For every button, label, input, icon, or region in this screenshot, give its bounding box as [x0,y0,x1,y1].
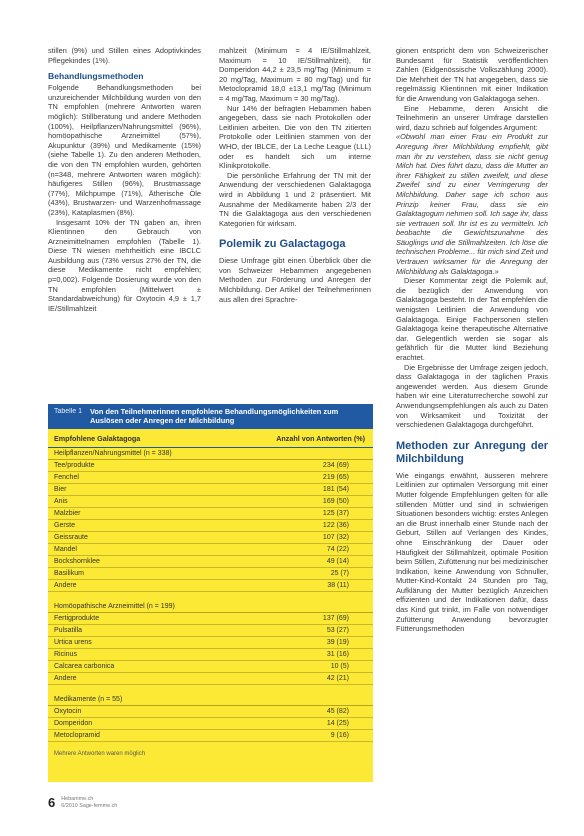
footer-line: Hebamme.ch [61,796,94,802]
table-row [48,661,373,673]
table-row [48,625,373,637]
table-1-box [48,404,373,782]
row-label: Ricinus [54,651,77,658]
row-label: Bockshornklee [54,558,100,565]
row-label: Fertigprodukte [54,615,100,622]
row-label: Pulsatilla [54,627,83,634]
table-group-header: Homöopathische Arzneimittel (n = 199) [48,601,373,613]
row-value: 169 (50) [322,498,349,505]
row-label: Urtica urens [54,639,92,646]
row-value: 49 (14) [326,558,349,565]
row-value: 42 (21) [326,675,349,682]
table-footnote: Mehrere Antworten waren möglich [54,751,146,757]
row-label: Anis [54,498,68,505]
row-value: 31 (16) [326,651,349,658]
footer-meta [61,796,117,810]
paragraph: gionen entspricht dem von Schweizerischer Bundesamt für Statistik veröffentlichten Zahlen (Eidgenössische Volkszählung 2000). Die Mehrheit der TN hat angegeben, dass sie regelmässig Klientinnen mit einer Indikation für die Anwendung von Galaktagoga sehen. [396,46,548,103]
table-row [48,730,373,742]
row-label: Metoclopramid [54,732,100,739]
table-title: Von den Teilnehmerinnen empfohlene Behandlungsmöglichkeiten zum Auslösen oder Anregen der Milchbildung [90,407,339,425]
row-value: 137 (69) [322,615,349,622]
paragraph: Eine Hebamme, deren Ansicht die Teilnehmerin an unserer Umfrage darstellen wird, dazu schrieb auf folgendes Argument: [396,103,548,132]
section-heading-polemik: Polemik zu Galactagoga [219,238,346,251]
paragraph: Nur 14% der befragten Hebammen haben angegeben, dass sie nach Protokollen oder Leitlinien arbeiten. Die von den TN zitierten Protokolle oder Leitlinien stammen von der WHO, der IBLCE, der La Leche League (LLL) oder es handelt sich um interne Klinikprotokolle. [219,103,371,171]
table-row [48,544,373,556]
row-label: Domperidon [54,720,93,727]
row-label: Fenchel [54,474,79,481]
row-value: 181 (54) [322,486,349,493]
table-group-header: Medikamente (n = 55) [48,694,373,706]
row-value: 122 (36) [322,522,349,529]
row-value: 74 (22) [326,546,349,553]
row-label: Geissraute [54,534,88,541]
row-label: Andere [54,582,77,589]
paragraph: Insgesamt 10% der TN gaben an, ihren Klientinnen den Gebrauch von Arzneimittelnamen empfohlen (Tabelle 1). Diese TN wiesen mehrheitlich eine IBCLC Ausbildung aus (73% versus 27% der TN, die diese Medikamente nicht empfehlen; p=0,002). Folgende Dosierung wurde von den TN empfohlen (Mittelwert ± Standardabweichung) für Oxytocin 4,9 ± 1,7 IE/Stillmahlzeit [48,217,201,313]
paragraph: Wie eingangs erwähnt, äusseren mehrere Leitlinien zur optimalen Versorgung mit einer Mutter folgende Empfehlungen gelten für alle stillenden Mütter und sind in schwierigen Situationen besonders wichtig: erstes Anlegen an die Brust innerhalb einer Stunde nach der Geburt, Stillen auf Verlangen des Kindes, ohne Einschränkung der Dauer oder Häufigkeit der Stillmahlzeit, optimale Position beim Stillen, Zufütterung nur bei medizinischer Indikation, keine Anwendung von Schnuller, Mutter-Kind-Kontakt 24 Stunden pro Tag, Aufklärung der Mutter bezüglich Anzeichen effizienten und der Indikationen dafür, dass das Kind gut trinkt, im Falle von notwendiger Zufütterung Anwendung bevorzugter Fütterungsmethoden [396,470,548,634]
table-row [48,460,373,472]
table-row [48,718,373,730]
paragraph: mahlzeit (Minimum = 4 IE/Stillmahlzeit, Maximum = 10 IE/Stillmahlzeit), für Domperidon 44,2 ± 23,5 mg/Tag (Minimum = 20 mg/Tag, Maximum = 80 mg/Tag) und für Metoclopramid 18,0 ±13,1 mg/Tag (Minimum = 4 mg/Tag, Maximum = 30 mg/Tag). [219,46,371,103]
page-number: 6 [48,795,56,810]
row-label: Calcarea carbonica [54,663,115,670]
table-row [48,673,373,685]
table-row [48,568,373,580]
row-value: 25 (7) [330,570,349,577]
section-heading-methoden: Methoden zur Anregung der Milchbildung [396,439,548,465]
column-header-left: Empfohlene Galaktagoga [54,433,141,443]
table-body [48,448,373,742]
table-row [48,613,373,625]
row-label: Andere [54,675,77,682]
table-row [48,580,373,592]
row-value: 53 (27) [326,627,349,634]
group-spacer [48,592,373,601]
paragraph: Folgende Behandlungsmethoden bei unzureichender Milchbildung wurden von den TN empfohlen (mehrere Antworten waren möglich): Stillberatung und andere Methoden (100%), Heilpflanzen/Nahrungsmittel (96%), homöopathische Arzneimittel (57%), Akupunktur (39%) und Medikamente (15%) (siehe Tabelle 1). Zu den anderen Methoden, die von den TN empfohlen wurden, gehörten (n=348, mehrere Antworten waren möglich): häufigeres Stillen (96%), Brustmassage (77%), Milchpumpe (71%), Ätherische Öle (43%), Brustwarzen- und Warzenhofmassage (23%), Kataplasmen (8%). [48,83,201,217]
table-label: Tabelle 1 [54,408,83,415]
paragraph: Dieser Kommentar zeigt die Polemik auf, die bezüglich der Anwendung von Galaktagoga besteht. In der Tat empfehlen die wenigsten Leitlinien die Anwendung von Galaktagoga. Einige Fachpersonen stellen Galaktagoga keine therapeutische Alternative dar. Gelegentlich werden sie sogar als gefährlich für die Mutter kind Beziehung erachtet. [396,276,548,362]
table-row [48,484,373,496]
table-row [48,472,373,484]
table-row [48,637,373,649]
table-row [48,706,373,718]
table-title-bar [48,404,373,429]
text-column-3 [396,46,548,634]
paragraph: stillen (9%) und Stillen eines Adoptivkindes Pflegekindes (1%). [48,46,201,65]
table-row [48,556,373,568]
table-row [48,520,373,532]
row-value: 219 (65) [322,474,349,481]
row-label: Tee/produkte [54,462,95,469]
quote-paragraph: «Obwohl man einer Frau ein Produkt zur Anregung ihrer Milchbildung empfiehlt, gibt man ihr zu verstehen, dass sie nicht genug Milch hat. Dies führt dazu, dass die Mutter an ihrer Fähigkeit zu stillen zweifelt, und diese Zweifel sind zu einer Verringerung der Milchbildung. Daher sage ich schon aus Prinzip keiner Frau, dass sie ein Galaktagogum nehmen soll. Ich sage ihr, dass sie vertrauen soll. Ihr ist es zu vermitteln. Ich beobachte die Gewichtszunahme des Säuglings und die Stillmahlzeiten. Ich löse die technischen Probleme... für mich sind Zeit und Vertrauen wirksamer für die Anregung der Milchbildung als Galaktagoga.» [396,132,548,276]
row-value: 39 (19) [326,639,349,646]
row-value: 10 (5) [330,663,349,670]
table-group-header: Heilpflanzen/Nahrungsmittel (n = 338) [48,448,373,460]
row-label: Malzbier [54,510,81,517]
row-value: 9 (16) [330,732,349,739]
row-label: Bier [54,486,67,493]
page-footer [48,796,348,810]
paragraph: Die persönliche Erfahrung der TN mit der Anwendung der verschiedenen Galaktagoga wird in Abbildung 1 und 2 präsentiert. Mit Ausnahme der Medikamente haben 2/3 der TN die Galaktagoga aus den verschiedenen Kategorien für wirksam. [219,170,371,228]
row-value: 234 (69) [322,462,349,469]
row-value: 125 (37) [322,510,349,517]
row-value: 14 (25) [326,720,349,727]
table-row [48,496,373,508]
row-label: Basilikum [54,570,84,577]
table-row [48,532,373,544]
paragraph: Diese Umfrage gibt einen Überblick über die von Schweizer Hebammen angegebenen Methoden zur Förderung und Anregen der Milchbildung. Der Artikel der Teilnehmerinnen aus allen drei Sprachre- [219,256,371,304]
row-label: Oxytocin [54,708,82,715]
section-heading-behandlungsmethoden: Behandlungsmethoden [48,71,144,82]
row-value: 45 (82) [326,708,349,715]
footer-line: 6/2010 Sage-femme.ch [61,803,118,809]
row-value: 107 (32) [322,534,349,541]
table-row [48,649,373,661]
table-row [48,508,373,520]
table-column-header [48,429,373,448]
text-column-1 [48,46,201,313]
paragraph: Die Ergebnisse der Umfrage zeigen jedoch, dass Galaktagoga in der täglichen Praxis angewendet werden. Aus diesem Grunde haben wir eine Literaturrecherche sowohl zur Anwendungsempfehlungen als auch zu Daten von Wirksamkeit und Toxizität der verschiedenen Galaktagoga durchgeführt. [396,362,548,430]
group-spacer [48,685,373,694]
text-column-2 [219,46,371,304]
row-label: Gerste [54,522,76,529]
column-header-right: Anzahl von Antworten (%) [276,433,365,443]
row-value: 38 (11) [327,582,349,589]
row-label: Mandel [54,546,77,553]
